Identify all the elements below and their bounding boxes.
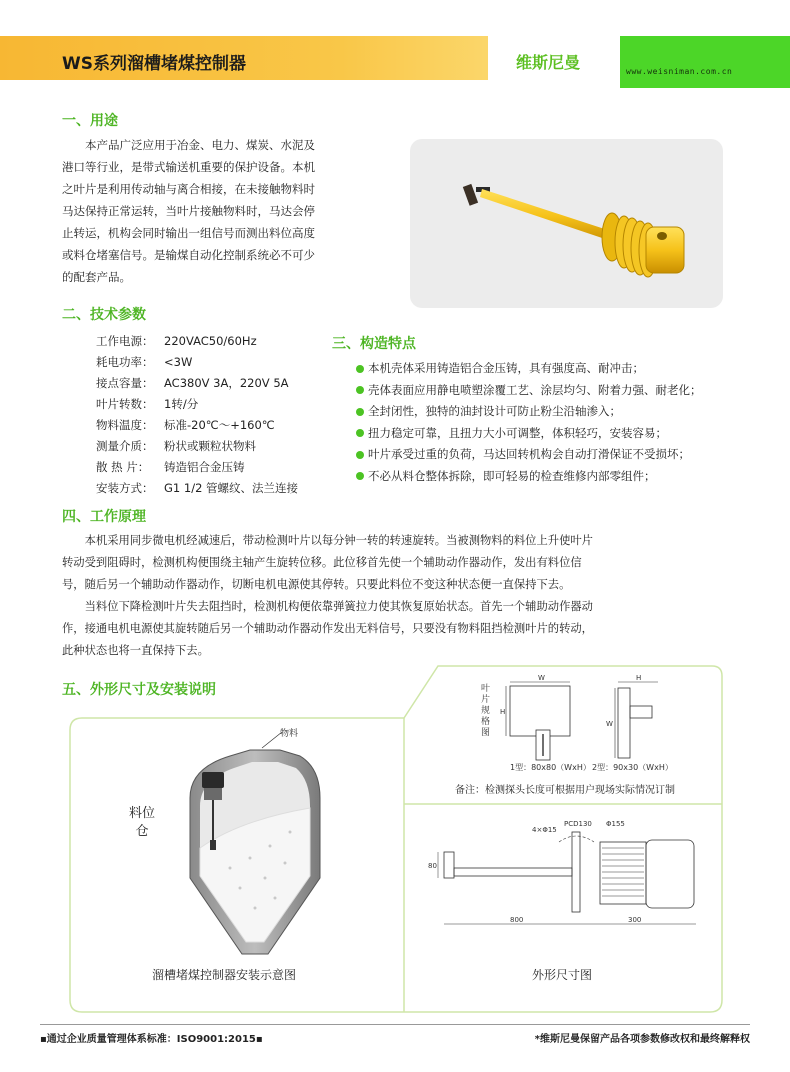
usage-line: 的配套产品。 <box>62 270 131 284</box>
blade-type2-label: 2型：90x30（WxH） <box>592 763 673 772</box>
silo-label: 料位仓 <box>128 806 155 839</box>
silo-caption: 溜槽堵煤控制器安装示意图 <box>152 968 297 982</box>
usage-line: 或料仓堵塞信号。是输煤自动化控制系统必不可少 <box>62 248 315 262</box>
feature-item: 本机壳体采用铸造铝合金压铸，具有强度高、耐冲击； <box>356 358 702 380</box>
spec-row: 物料温度： 标准-20℃～+160℃ <box>96 418 275 432</box>
svg-text:PCD130: PCD130 <box>564 820 592 828</box>
spec-row: 耗电功率： <3W <box>96 355 193 369</box>
usage-line: 之叶片是利用传动轴与离合相接，在未接触物料时 <box>62 182 315 196</box>
specs-heading: 二、技术参数 <box>62 307 146 323</box>
principle-line: 作，接通电机电源使其旋转随后另一个辅助动作器动作发出无料信号，只要没有物料阻挡检测叶片的转动， <box>62 622 593 635</box>
dimensions-heading: 五、外形尺寸及安装说明 <box>62 682 216 698</box>
feature-item: 全封闭性，独特的油封设计可防止粉尘沿轴渗入； <box>356 401 702 423</box>
footer-divider <box>40 1024 750 1025</box>
principle-line: 转动受到阻碍时，检测机构便围绕主轴产生旋转位移。此位移首先使一个辅助动作器动作，发出有料位信 <box>62 556 582 569</box>
blade-spec-label: 叶片规格图 <box>481 684 491 738</box>
note-text: 备注：检测探头长度可根据用户现场实际情况订制 <box>455 785 675 796</box>
svg-text:W: W <box>606 720 613 728</box>
svg-text:800: 800 <box>510 916 524 924</box>
principle-line: 此种状态也将一直保持下去。 <box>62 644 209 657</box>
feature-item: 壳体表面应用静电喷塑涂覆工艺、涂层均匀、附着力强、耐老化； <box>356 380 702 402</box>
principle-line: 号，随后另一个辅助动作器动作，切断电机电源使其停转。只要此料位不变这种状态便一直保持下去。 <box>62 578 571 591</box>
material-label: 物料 <box>280 729 299 739</box>
usage-line: 马达保持正常运转，当叶片接触物料时，马达会停 <box>62 204 315 218</box>
spec-row: 安装方式： G1 1/2 管螺纹、法兰连接 <box>96 481 299 495</box>
principle-line: 本机采用同步微电机经减速后，带动检测叶片以每分钟一转的转速旋转。当被测物料的料位上升使叶片 <box>84 534 593 547</box>
svg-text:4×Φ15: 4×Φ15 <box>532 826 557 834</box>
usage-line: 止转运，机构会同时输出一组信号而测出料位高度 <box>62 226 315 240</box>
spec-row: 工作电源： 220VAC50/60Hz <box>96 334 257 348</box>
spec-row: 散 热 片： 铸造铝合金压铸 <box>96 460 245 474</box>
svg-text:Φ155: Φ155 <box>606 820 625 828</box>
svg-text:80: 80 <box>428 862 437 870</box>
usage-line: 港口等行业，是带式输送机重要的保护设备。本机 <box>62 160 315 174</box>
footer-right: *维斯尼曼保留产品各项参数修改权和最终解释权 <box>534 1034 750 1045</box>
blade-type1-label: 1型：80x80（WxH） <box>510 763 591 772</box>
principle-heading: 四、工作原理 <box>62 509 146 525</box>
svg-text:H: H <box>636 674 642 682</box>
feature-item: 扭力稳定可靠，且扭力大小可调整，体积轻巧，安装容易； <box>356 423 702 445</box>
outline-dimension-drawing <box>424 812 714 942</box>
usage-heading: 一、用途 <box>62 113 118 129</box>
dimension-caption: 外形尺寸图 <box>532 968 593 982</box>
footer-left: ▪通过企业质量管理体系标准：ISO9001:2015▪ <box>40 1034 263 1045</box>
brand-name: 维斯尼曼 <box>516 53 581 72</box>
silo-diagram <box>170 728 340 958</box>
svg-text:300: 300 <box>628 916 642 924</box>
feature-item: 叶片承受过重的负荷，马达回转机构会自动打滑保证不受损坏； <box>356 444 702 466</box>
svg-text:W: W <box>538 674 545 682</box>
spec-row: 测量介质： 粉状或颗粒状物料 <box>96 439 256 453</box>
spec-row: 叶片转数： 1转/分 <box>96 397 199 411</box>
principle-line: 当料位下降检测叶片失去阻挡时，检测机构便依靠弹簧拉力使其恢复原始状态。首先一个辅助动作器动 <box>84 600 593 613</box>
spec-row: 接点容量： AC380V 3A，220V 5A <box>96 376 289 390</box>
feature-item: 不必从料仓整体拆除，即可轻易的检查维修内部零组件； <box>356 466 702 488</box>
svg-text:H: H <box>500 708 506 716</box>
page-title: WS系列溜槽堵煤控制器 <box>62 54 246 74</box>
features-heading: 三、构造特点 <box>332 336 416 352</box>
usage-line: 本产品广泛应用于冶金、电力、煤炭、水泥及 <box>85 138 315 152</box>
website-url[interactable]: www.weisniman.com.cn <box>626 67 733 76</box>
